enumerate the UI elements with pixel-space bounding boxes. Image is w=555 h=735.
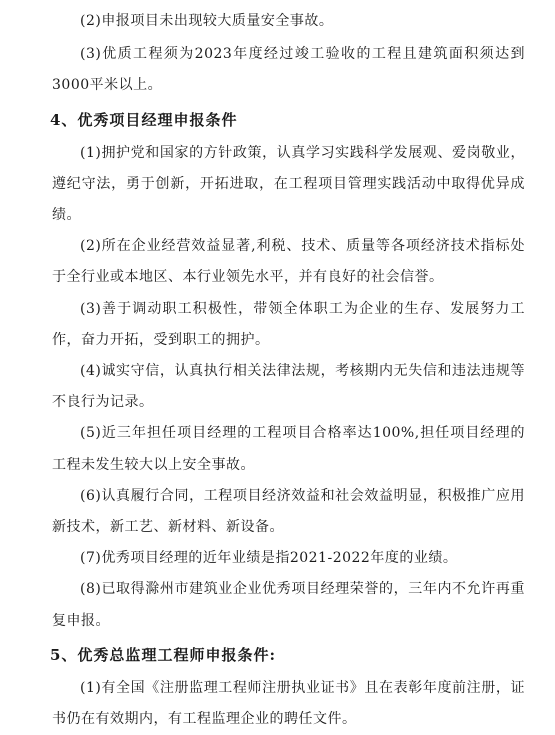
- paragraph-quality-accident: (2)申报项目未出现较大质量安全事故。: [80, 13, 334, 29]
- section-heading-chief-supervisor: 5、优秀总监理工程师申报条件:: [50, 645, 276, 664]
- paragraph-supervisor-condition-1: (1)有全国《注册监理工程师注册执业证书》且在表彰年度前注册，证书仍在有效期内，有工程监理企业的聘任文件。: [52, 679, 525, 728]
- paragraph-pm-condition-6: (6)认真履行合同，工程项目经济效益和社会效益明显，积极推广应用新技术，新工艺、新材料、新设备。: [52, 487, 525, 536]
- paragraph-quality-project-area: (3)优质工程须为2023年度经过竣工验收的工程且建筑面积须达到3000平米以上。: [52, 46, 525, 94]
- paragraph-pm-condition-7: (7)优秀项目经理的近年业绩是指2021-2022年度的业绩。: [80, 550, 458, 567]
- paragraph-pm-condition-1: (1)拥护党和国家的方针政策，认真学习实践科学发展观、爱岗敬业，遵纪守法，勇于创新，开拓进取，在工程项目管理实践活动中取得优异成绩。: [52, 144, 525, 224]
- paragraph-pm-condition-4: (4)诚实守信，认真执行相关法律法规，考核期内无失信和违法违规等不良行为记录。: [52, 363, 525, 411]
- paragraph-pm-condition-3: (3)善于调动职工积极性，带领全体职工为企业的生存、发展努力工作，奋力开拓，受到职工的拥护。: [52, 300, 525, 348]
- section-heading-project-manager: 4、优秀项目经理申报条件: [50, 110, 238, 129]
- paragraph-pm-condition-2: (2)所在企业经营效益显著,利税、技术、质量等各项经济技术指标处于全行业或本地区、本行业领先水平，并有良好的社会信誉。: [52, 238, 525, 286]
- paragraph-pm-condition-5: (5)近三年担任项目经理的工程项目合格率达100%,担任项目经理的工程未发生较大以上安全事故。: [52, 425, 525, 473]
- paragraph-pm-condition-8: (8)已取得滁州市建筑业企业优秀项目经理荣誉的，三年内不允许再重复申报。: [52, 581, 525, 629]
